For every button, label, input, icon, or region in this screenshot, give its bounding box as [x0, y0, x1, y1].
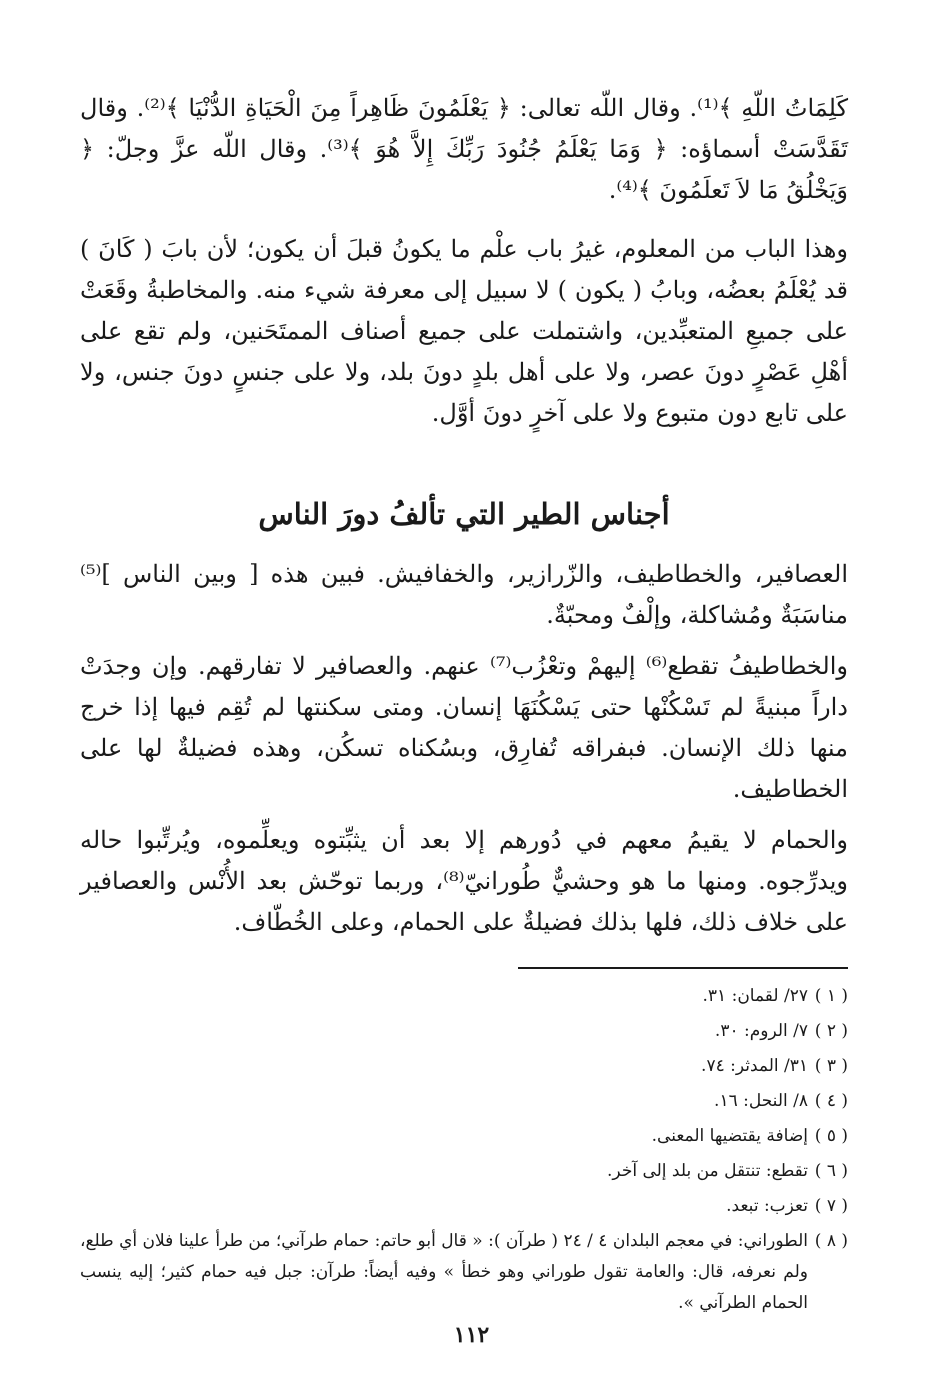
footnote-number: ( ٤ )	[814, 1091, 848, 1111]
paragraph: وهذا الباب من المعلوم، غيرُ باب علْم ما يكونُ قبلَ أن يكون؛ لأن بابَ ( كَانَ ) قد يُعْلَمُ بعضُه، وبابُ ( يكون ) لا سبيل إلى معرفة شيء منه. والمخاطبةُ وقَعَتْ على جميعِ المتعبِّدين، واشتملت على جميع أصناف الممتَحَنين، ولم تقع على أهْلِ عَصْرٍ دونَ عصر، ولا على أهل بلدٍ دونَ بلد، ولا على جنسٍ دونَ جنس، ولا على تابع دون متبوع ولا على آخرٍ دونَ أوَّل.	[80, 235, 849, 427]
footnote-text: تعزب: تبعد.	[726, 1196, 808, 1216]
paragraph: والحمام لا يقيمُ معهم في دُورهم إلا بعد أن يثبِّتوه ويعلِّموه، ويُرتِّبوا حاله ويدرِّجوه. ومنها ما هو وحشيٌّ طُورانيّ⁽⁸⁾، وربما توحّش بعد الأُنْس والعصافير على خلاف ذلك، فلها بذلك فضيلةٌ على الحمام، وعلى الخُطّاف.	[80, 826, 849, 936]
footnote-text: ٣١/ المدثر: ٧٤.	[701, 1056, 808, 1076]
footnotes	[80, 979, 848, 1319]
footnote-text: ٧/ الروم: ٣٠.	[714, 1021, 808, 1041]
paragraph: كَلِمَاتُ اللّهِ ﴾⁽¹⁾. وقال اللّه تعالى: ﴿ يَعْلَمُونَ ظَاهِراً مِنَ الْحَيَاةِ الدُّنْيَا ﴾⁽²⁾. وقال تَقَدَّسَتْ أسماؤه: ﴿ وَمَا يَعْلَمُ جُنُودَ رَبِّكَ إِلاَّ هُوَ ﴾⁽³⁾. وقال اللّه عزَّ وجلّ: ﴿ وَيَخْلُقُ مَا لاَ تَعلَمُونَ ﴾⁽⁴⁾.	[80, 94, 848, 204]
footnote	[80, 1014, 848, 1049]
opening-text	[80, 88, 848, 434]
footnote-text: ٢٧/ لقمان: ٣١.	[702, 986, 808, 1006]
footnote	[80, 1119, 848, 1154]
section-title: أجناس الطير التي تألفُ دورَ الناس	[258, 497, 670, 531]
footnote-divider	[518, 967, 848, 969]
section-body	[80, 554, 848, 943]
footnote-number: ( ٨ )	[814, 1231, 848, 1251]
footnote	[80, 1154, 848, 1189]
footnote	[80, 979, 848, 1014]
footnote-number: ( ٥ )	[814, 1126, 848, 1146]
footnote	[80, 1084, 848, 1119]
footnote-text: ٨/ النحل: ١٦.	[714, 1091, 808, 1111]
footnote-text: الطوراني: في معجم البلدان ٤ / ٢٤ ( طرآن ): « قال أبو حاتم: حمام طرآني؛ من طرأ علينا فلان أي طلع، ولم نعرفه، قال: والعامة تقول طوراني وهو خطأ » وفيه أيضاً: طرآن: جبل فيه حمام كثير؛ إليه ينسب الحمام الطرآني ».	[80, 1231, 808, 1313]
footnote	[80, 1189, 848, 1224]
footnote-number: ( ٣ )	[814, 1056, 848, 1076]
footnote-number: ( ٦ )	[814, 1161, 848, 1181]
footnote-number: ( ٢ )	[814, 1021, 848, 1041]
book-page	[80, 88, 848, 1319]
footnote-number: ( ١ )	[814, 986, 848, 1006]
footnote	[80, 1049, 848, 1084]
page-number: ١١٢	[453, 1322, 490, 1348]
footnote-text: تقطع: تنتقل من بلد إلى آخر.	[607, 1161, 808, 1181]
footnote-text: إضافة يقتضيها المعنى.	[651, 1126, 808, 1146]
paragraph: والخطاطيفُ تقطع⁽⁶⁾ إليهمْ وتعْزُب⁽⁷⁾ عنهم. والعصافير لا تفارقهم. وإن وجدَتْ داراً مبنيةً لم تَسْكُنْها حتى يَسْكُنَهَا إنسان. ومتى سكنتها لم تُقِم فيها إذا خرج منها ذلك الإنسان. فبفراقه تُفارِق، وبسُكناه تسكُن، وهذه فضيلةٌ لها على الخطاطيف.	[80, 652, 848, 803]
footnote-number: ( ٧ )	[814, 1196, 848, 1216]
paragraph: العصافير، والخطاطيف، والزّرازير، والخفافيش. فبين هذه [ وبين الناس ]⁽⁵⁾ مناسَبَةٌ ومُشاكلة، وإلْفٌ ومحبّةٌ.	[80, 560, 848, 629]
footnote	[80, 1224, 848, 1319]
